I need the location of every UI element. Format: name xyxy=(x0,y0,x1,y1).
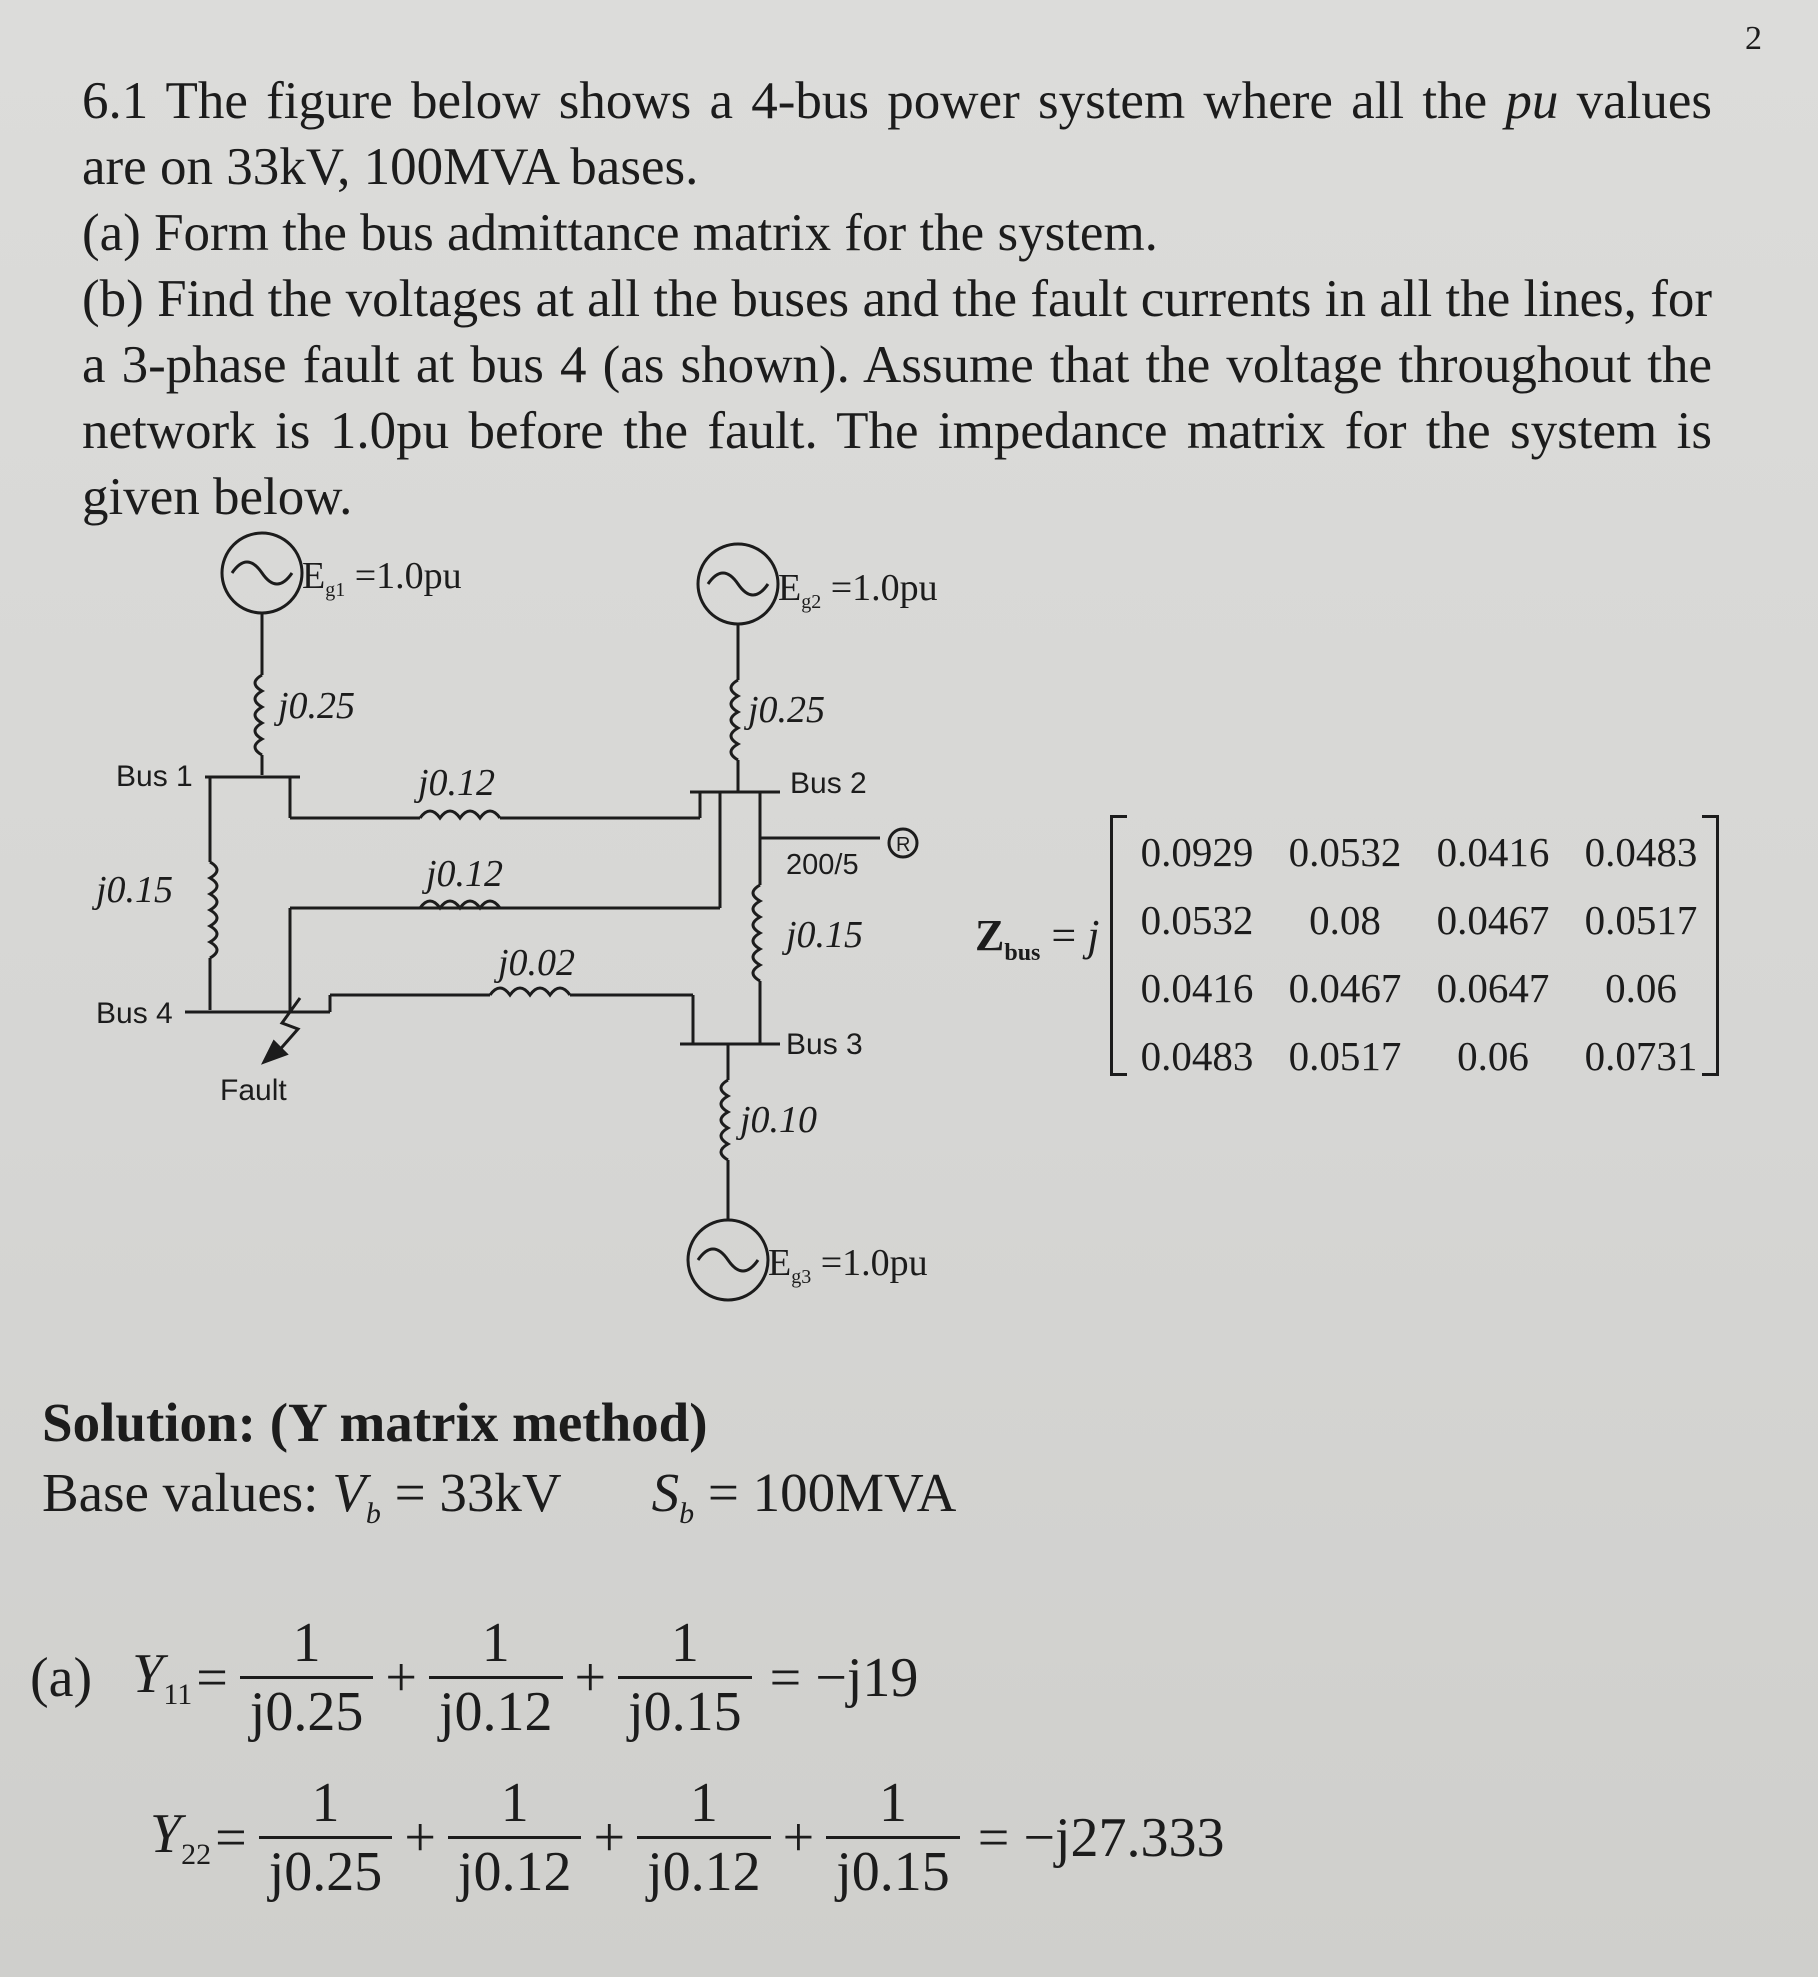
fraction-numerator: 1 xyxy=(292,1612,321,1674)
fraction-numerator: 1 xyxy=(481,1612,510,1674)
fraction-denominator: j0.25 xyxy=(259,1836,393,1905)
line-43-impedance: j0.02 xyxy=(498,942,576,984)
relay-label: R xyxy=(896,834,911,856)
problem-part-b: (b) Find the voltages at all the buses and the fault currents in all the lines, for a 3-phase fault at bus 4 (as shown). Assume that the voltage throughout the network is 1.0pu before the fault. The impedance matrix for the system is given below. xyxy=(82,270,1712,526)
intro-text: 6.1 The figure below shows a 4-bus power system where all the xyxy=(82,72,1506,130)
fraction-term xyxy=(826,1770,960,1905)
gen-3-label: $E_{g3} =1.0pu$ xyxy=(768,1242,928,1288)
fraction-numerator: 1 xyxy=(670,1612,699,1674)
matrix-cell-4-2: 0.0517 xyxy=(1288,1033,1402,1079)
line-23-reactance-icon xyxy=(753,885,760,981)
matrix-right-bracket xyxy=(1702,815,1719,1076)
problem-part-a: (a) Form the bus admittance matrix for the system. xyxy=(82,204,1158,262)
bus-1-label: Bus 1 xyxy=(116,760,193,793)
line-12-impedance: j0.12 xyxy=(418,762,496,804)
matrix-cell-2-2: 0.08 xyxy=(1309,897,1381,943)
zbus-label: $Z_{bus} = j$ xyxy=(975,911,1100,966)
y-symbol: $Y_{22}$ xyxy=(150,1803,212,1872)
fraction-term xyxy=(240,1610,374,1745)
base-values: Base values: $V_b = 33kV$ $S_b = 100MVA$ xyxy=(42,1462,957,1530)
generator-1-reactance-icon xyxy=(255,675,262,755)
intro-end-text: values are on 33kV, 100MVA bases. xyxy=(82,72,1712,196)
plus-sign: + xyxy=(404,1806,436,1869)
matrix-cell-1-2: 0.0532 xyxy=(1288,829,1402,875)
fraction-numerator: 1 xyxy=(311,1772,340,1834)
fraction-numerator: 1 xyxy=(500,1772,529,1834)
generator-2-wave xyxy=(708,573,768,595)
matrix-cell-4-3: 0.06 xyxy=(1457,1033,1529,1079)
fraction-denominator: j0.12 xyxy=(637,1836,771,1905)
equals-sign: = xyxy=(196,1646,228,1709)
ct-ratio-label: 200/5 xyxy=(786,849,859,881)
fraction-numerator: 1 xyxy=(689,1772,718,1834)
generator-3-wave xyxy=(698,1249,758,1271)
y-symbol: $Y_{11}$ xyxy=(132,1643,193,1712)
matrix-cell-3-2: 0.0467 xyxy=(1288,965,1402,1011)
page-number: 2 xyxy=(1745,20,1762,57)
matrix-cell-2-1: 0.0532 xyxy=(1140,897,1254,943)
line-14-impedance: j0.15 xyxy=(96,869,174,911)
fraction-term xyxy=(448,1770,582,1905)
matrix-cell-2-4: 0.0517 xyxy=(1584,897,1698,943)
plus-sign: + xyxy=(385,1646,417,1709)
equation-y11 xyxy=(30,1610,922,1745)
fault-label: Fault xyxy=(220,1074,287,1107)
matrix-cell-3-1: 0.0416 xyxy=(1140,965,1254,1011)
matrix-cell-3-4: 0.06 xyxy=(1605,965,1677,1011)
line-14-reactance-icon xyxy=(210,862,217,958)
fraction-term xyxy=(618,1610,752,1745)
part-label: (a) xyxy=(30,1646,93,1709)
gen-1-impedance: j0.25 xyxy=(278,685,356,727)
fraction-numerator: 1 xyxy=(879,1772,907,1834)
equals-sign: = xyxy=(215,1806,247,1869)
plus-sign: + xyxy=(782,1806,815,1869)
equation-result: = −j27.333 xyxy=(977,1806,1225,1869)
bus-4-label: Bus 4 xyxy=(96,997,173,1030)
gen-2-label: $E_{g2} =1.0pu$ xyxy=(778,567,938,613)
matrix-cell-2-3: 0.0467 xyxy=(1436,897,1550,943)
generator-3-reactance-icon xyxy=(721,1080,728,1160)
fraction-denominator: j0.12 xyxy=(448,1836,582,1905)
matrix-cell-3-3: 0.0647 xyxy=(1436,965,1550,1011)
matrix-cell-4-1: 0.0483 xyxy=(1140,1033,1254,1079)
plus-sign: + xyxy=(593,1806,626,1869)
intro-pu: pu xyxy=(1505,72,1559,130)
equation-result: = −j19 xyxy=(769,1646,919,1709)
matrix-cell-1-3: 0.0416 xyxy=(1436,829,1550,875)
gen-1-label: $E_{g1} =1.0pu$ xyxy=(302,555,462,601)
bus-3-label: Bus 3 xyxy=(786,1028,863,1061)
line-23-impedance: j0.15 xyxy=(786,914,864,956)
plus-sign: + xyxy=(574,1646,607,1709)
fraction-denominator: j0.12 xyxy=(429,1676,563,1745)
gen-3-impedance: j0.10 xyxy=(740,1099,818,1141)
fraction-denominator: j0.15 xyxy=(826,1836,960,1905)
gen-2-impedance: j0.25 xyxy=(748,689,826,731)
fraction-term xyxy=(259,1770,393,1905)
matrix-cell-1-4: 0.0483 xyxy=(1584,829,1698,875)
generator-2-reactance-icon xyxy=(731,680,738,760)
fraction-term xyxy=(429,1610,563,1745)
bus-2-label: Bus 2 xyxy=(790,767,867,800)
fraction-denominator: j0.15 xyxy=(618,1676,752,1745)
fraction-term xyxy=(637,1770,771,1905)
line-43-reactance-icon xyxy=(490,988,570,995)
solution-title: Solution: (Y matrix method) xyxy=(42,1392,708,1453)
matrix-cells xyxy=(1123,823,1715,1085)
line-12-reactance-icon xyxy=(420,811,500,818)
matrix-cell-1-1: 0.0929 xyxy=(1140,829,1254,875)
line-42-impedance: j0.12 xyxy=(426,853,504,895)
matrix-cell-4-4: 0.0731 xyxy=(1584,1033,1698,1079)
fraction-denominator: j0.25 xyxy=(240,1676,374,1745)
equation-y22 xyxy=(150,1770,1229,1905)
solution-section xyxy=(42,1388,956,1549)
generator-1-wave xyxy=(232,562,292,584)
